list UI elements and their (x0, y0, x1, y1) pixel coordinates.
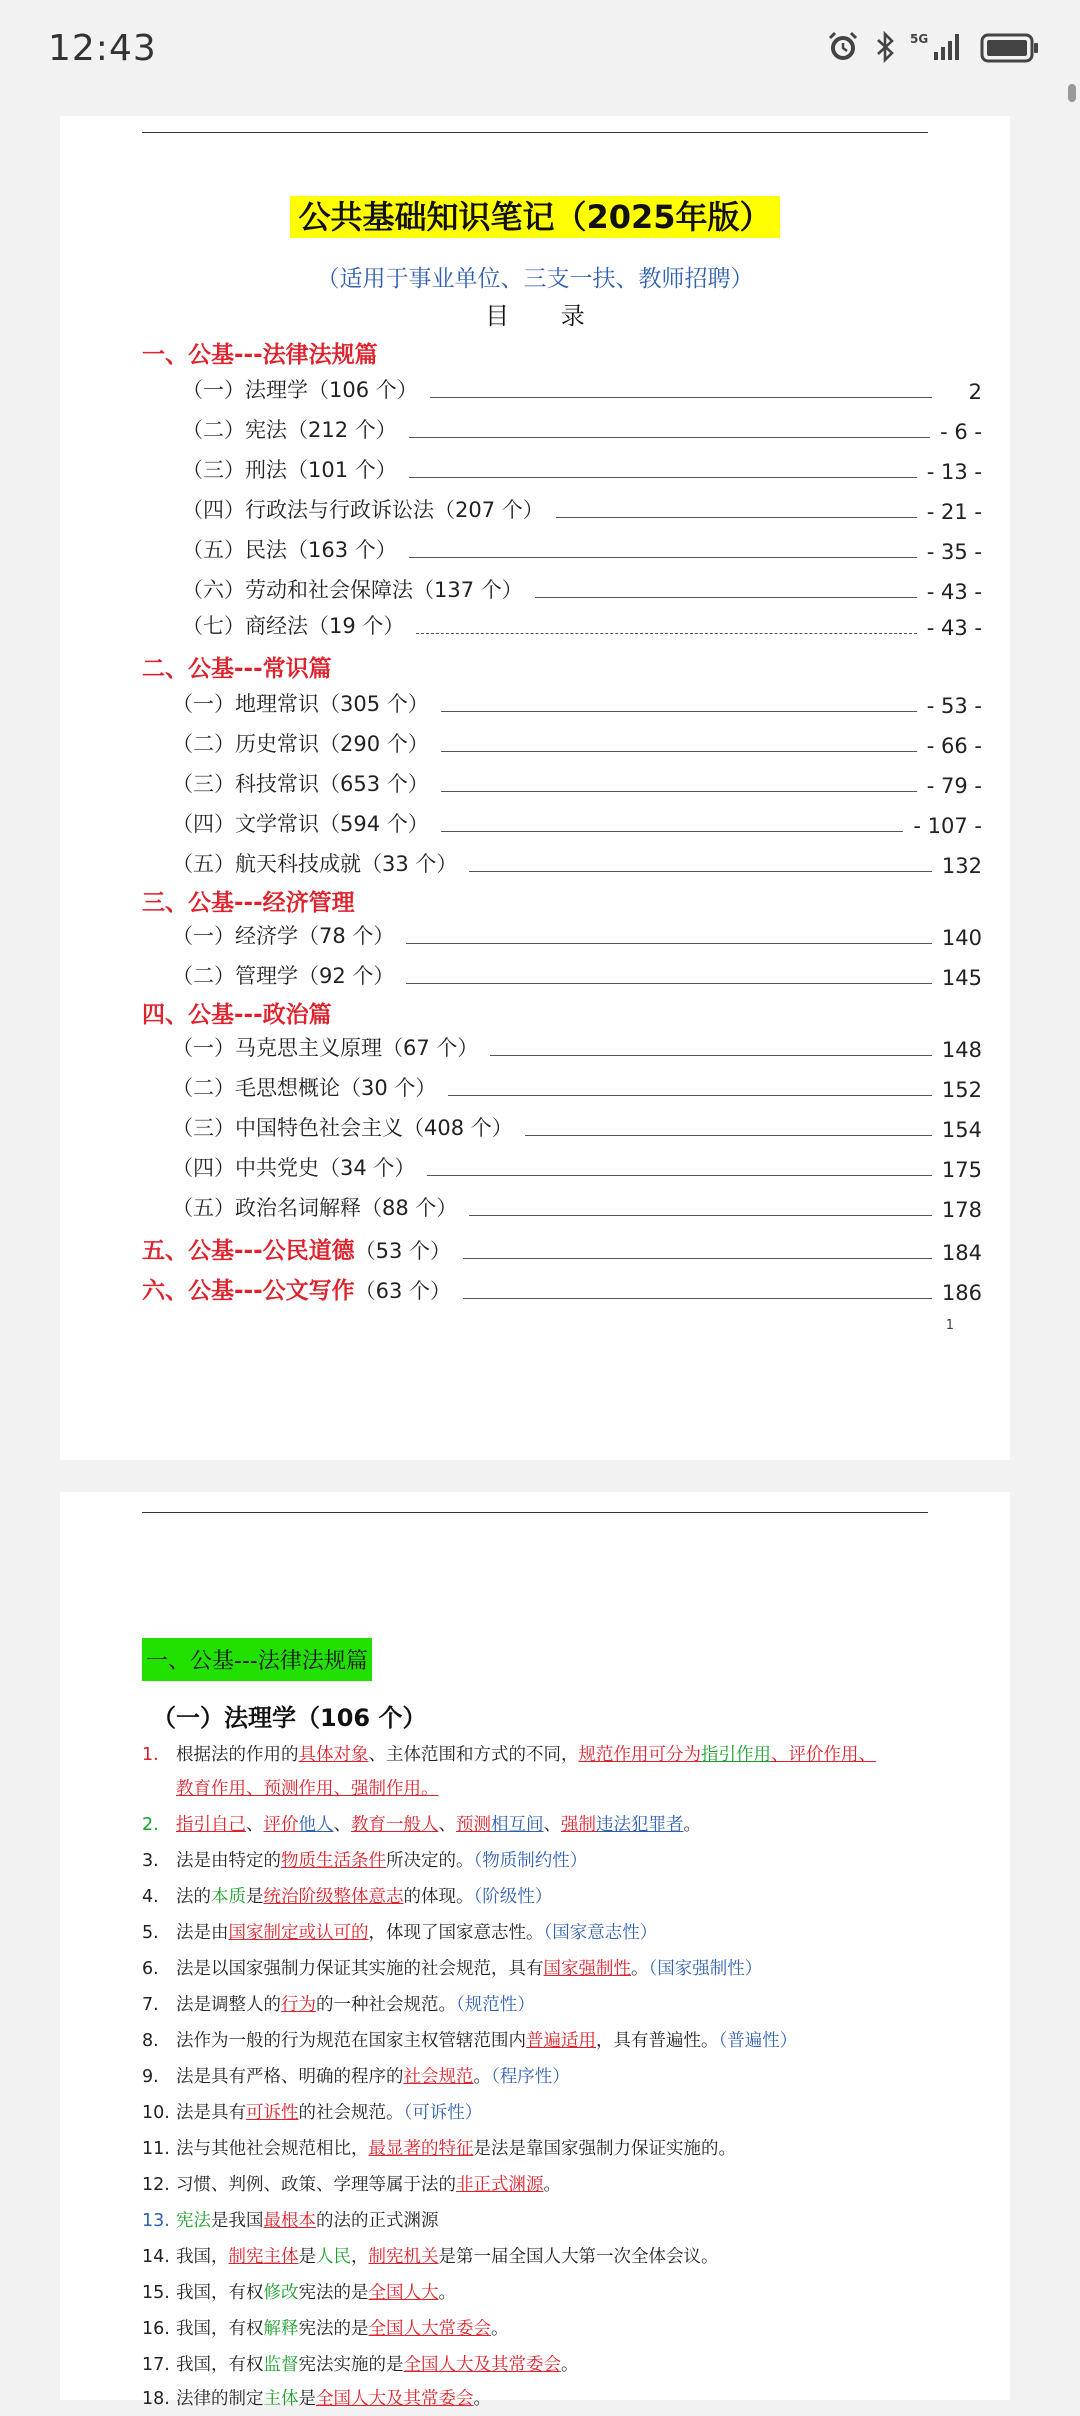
note-item: 4. 法的本质是统治阶级整体意志的体现。（阶级性） (142, 1887, 553, 1907)
doc-title: 公共基础知识笔记（2025年版） (60, 192, 1010, 238)
status-bar (0, 0, 1080, 100)
note-item: 12. 习惯、判例、政策、学理等属于法的非正式渊源。 (142, 2175, 561, 2195)
toc-entry[interactable]: （五）民法（163 个） - 35 - (182, 538, 982, 564)
note-item: 8. 法作为一般的行为规范在国家主权管辖范围内普遍适用，具有普遍性。（普遍性） (142, 2031, 798, 2051)
bluetooth-icon (874, 30, 896, 68)
note-item: 13. 宪法是我国最根本的法的正式渊源 (142, 2211, 439, 2231)
scrollbar-thumb[interactable] (1068, 84, 1076, 102)
toc-section[interactable]: 六、公基---公文写作 （63 个） 186 (142, 1278, 982, 1305)
toc-entry[interactable]: （一）法理学（106 个） 2 (182, 378, 982, 404)
document-page-2 (60, 1492, 1010, 2409)
document-page-1 (60, 116, 1010, 1460)
note-item: 2. 指引自己、评价他人、教育一般人、预测相互间、强制违法犯罪者。 (142, 1815, 701, 1835)
note-item: 9. 法是具有严格、明确的程序的社会规范。（程序性） (142, 2067, 570, 2087)
note-item: 1. 根据法的作用的具体对象、主体范围和方式的不同，规范作用可分为指引作用、评价作用、 (142, 1745, 876, 1765)
toc-entry[interactable]: （一）地理常识（305 个） - 53 - (172, 692, 982, 718)
alarm-icon (826, 30, 860, 68)
doc-subtitle: （适用于事业单位、三支一扶、教师招聘） (316, 266, 754, 292)
toc-section[interactable]: 二、公基---常识篇 (142, 656, 332, 682)
toc-entry[interactable]: （四）中共党史（34 个） 175 (172, 1156, 982, 1182)
toc-heading: 目 录 (485, 302, 607, 330)
toc-entry[interactable]: （五）航天科技成就（33 个） 132 (172, 852, 982, 878)
toc-entry[interactable]: （四）行政法与行政诉讼法（207 个） - 21 - (182, 498, 982, 524)
note-item: 5. 法是由国家制定或认可的，体现了国家意志性。（国家意志性） (142, 1923, 658, 1943)
toc-section[interactable]: 一、公基---法律法规篇 (142, 342, 378, 368)
toc-entry[interactable]: （一）经济学（78 个） 140 (172, 924, 982, 950)
toc-entry[interactable]: （七）商经法（19 个） - 43 - (182, 614, 982, 640)
toc-entry[interactable]: （四）文学常识（594 个） - 107 - (172, 812, 982, 838)
note-item: 教育作用、预测作用、强制作用。 (176, 1779, 439, 1799)
toc-entry[interactable]: （三）科技常识（653 个） - 79 - (172, 772, 982, 798)
page-number: 1 (945, 1318, 954, 1333)
network-label: 5G (910, 32, 929, 46)
toc-entry[interactable]: （二）宪法（212 个） - 6 - (182, 418, 982, 444)
note-item: 10. 法是具有可诉性的社会规范。（可诉性） (142, 2103, 483, 2123)
toc-section[interactable]: 三、公基---经济管理 (142, 890, 355, 916)
battery-icon (980, 30, 1040, 68)
toc-entry[interactable]: （一）马克思主义原理（67 个） 148 (172, 1036, 982, 1062)
toc-entry[interactable]: （五）政治名词解释（88 个） 178 (172, 1196, 982, 1222)
toc-entry[interactable]: （三）刑法（101 个） - 13 - (182, 458, 982, 484)
subsection-heading: （一）法理学（106 个） (152, 1704, 427, 1732)
toc-section[interactable]: 四、公基---政治篇 (142, 1002, 332, 1028)
toc-entry[interactable]: （二）毛思想概论（30 个） 152 (172, 1076, 982, 1102)
signal-icon (910, 30, 966, 68)
note-item: 6. 法是以国家强制力保证其实施的社会规范，具有国家强制性。（国家强制性） (142, 1959, 763, 1979)
toc-entry[interactable]: （六）劳动和社会保障法（137 个） - 43 - (182, 578, 982, 604)
note-item: 17. 我国，有权监督宪法实施的是全国人大及其常委会。 (142, 2355, 579, 2375)
status-time: 12:43 (48, 28, 157, 69)
toc-entry[interactable]: （二）管理学（92 个） 145 (172, 964, 982, 990)
section-heading: 一、公基---法律法规篇 (142, 1638, 372, 1681)
note-item: 18. 法律的制定主体是全国人大及其常委会。 (142, 2389, 491, 2409)
header-rule (142, 132, 928, 133)
note-item: 11. 法与其他社会规范相比，最显著的特征是法是靠国家强制力保证实施的。 (142, 2139, 736, 2159)
note-item: 3. 法是由特定的物质生活条件所决定的。（物质制约性） (142, 1851, 588, 1871)
toc-entry[interactable]: （二）历史常识（290 个） - 66 - (172, 732, 982, 758)
header-rule (142, 1512, 928, 1513)
note-item: 14. 我国，制宪主体是人民，制宪机关是第一届全国人大第一次全体会议。 (142, 2247, 719, 2267)
toc-entry[interactable]: （三）中国特色社会主义（408 个） 154 (172, 1116, 982, 1142)
toc-section[interactable]: 五、公基---公民道德 （53 个） 184 (142, 1238, 982, 1265)
note-item: 7. 法是调整人的行为的一种社会规范。（规范性） (142, 1995, 535, 2015)
note-item: 16. 我国，有权解释宪法的是全国人大常委会。 (142, 2319, 509, 2339)
status-icons (826, 30, 1040, 68)
note-item: 15. 我国，有权修改宪法的是全国人大。 (142, 2283, 456, 2303)
